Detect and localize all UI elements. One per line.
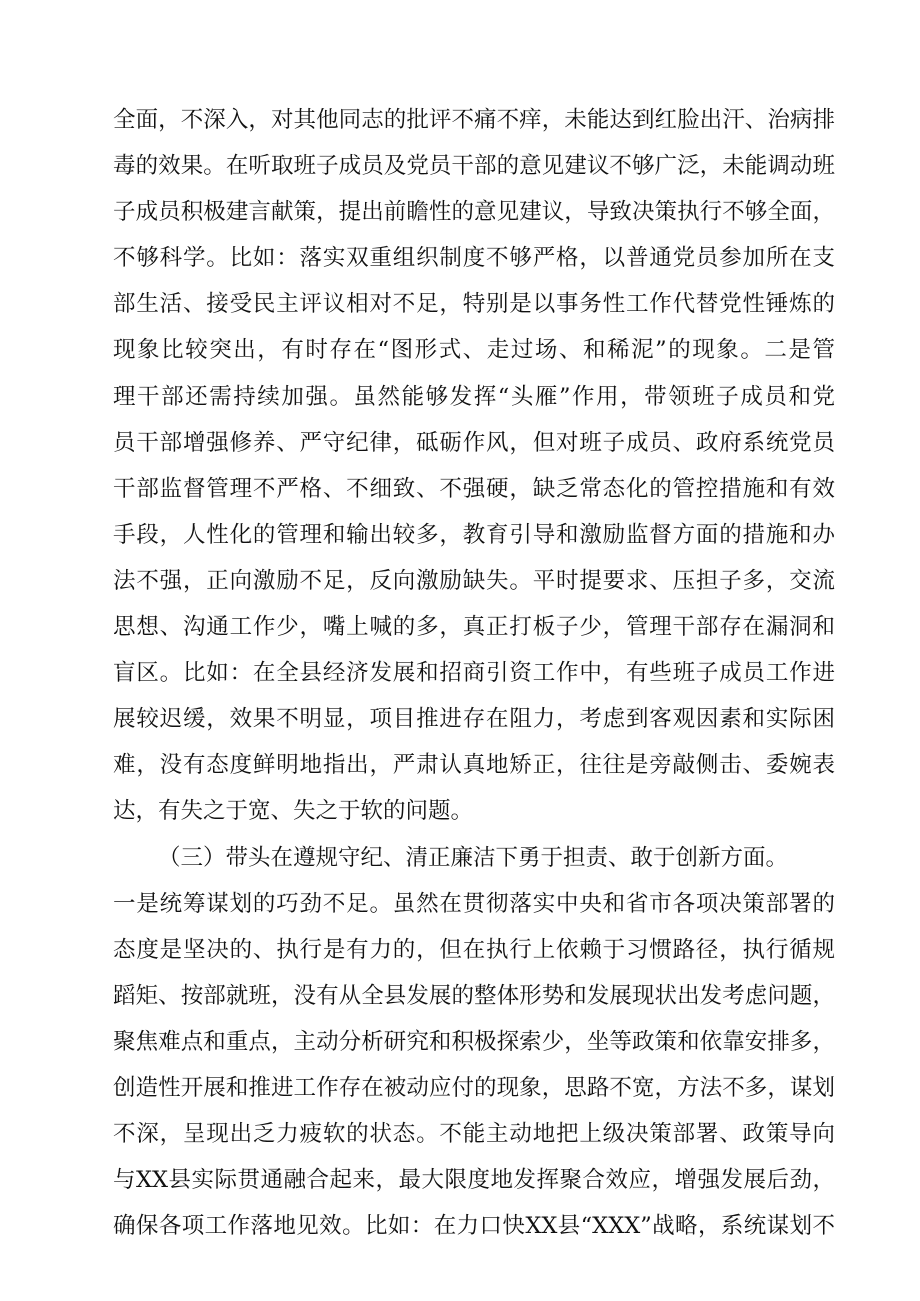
text-line: 法不强，正向激励不足，反向激励缺失。平时提要求、压担子多，交流 (113, 567, 835, 594)
text-line: 展较迟缓，效果不明显，项目推进存在阻力，考虑到客观因素和实际困 (113, 706, 835, 733)
text-line: 达，有失之于宽、失之于软的问题。 (113, 798, 474, 825)
text-line: 思想、沟通工作少，嘴上喊的多，真正打板子少，管理干部存在漏洞和 (113, 614, 835, 641)
text-line: 难，没有态度鲜明地指出，严肃认真地矫正，往往是旁敲侧击、委婉表 (113, 752, 835, 779)
document-body (113, 97, 835, 1249)
text-line: 毒的效果。在听取班子成员及党员干部的意见建议不够广泛，未能调动班 (113, 153, 835, 180)
text-line: 一是统筹谋划的巧劲不足。虽然在贯彻落实中央和省市各项决策部署的 (113, 890, 835, 917)
text-line: 聚焦难点和重点，主动分析研究和积极探索少，坐等政策和依靠安排多， (113, 1028, 835, 1055)
text-line: 盲区。比如：在全县经济发展和招商引资工作中，有些班子成员工作进 (113, 660, 835, 687)
text-line: 不够科学。比如：落实双重组织制度不够严格，以普通党员参加所在支 (113, 245, 835, 272)
text-line: 蹈矩、按部就班，没有从全县发展的整体形势和发展现状出发考虑问题， (113, 982, 835, 1009)
text-line: 确保各项工作落地见效。比如：在力口快XX县“XXX”战略，系统谋划不 (113, 1213, 835, 1240)
text-line: 理干部还需持续加强。虽然能够发挥“头雁”作用，带领班子成员和党 (113, 383, 835, 410)
text-line: 态度是坚决的、执行是有力的，但在执行上依赖于习惯路径，执行循规 (113, 936, 835, 963)
text-line: 员干部增强修养、严守纪律，砥砺作风，但对班子成员、政府系统党员 (113, 429, 835, 456)
text-line: 子成员积极建言献策，提出前瞻性的意见建议，导致决策执行不够全面， (113, 199, 835, 226)
text-line: 现象比较突出，有时存在“图形式、走过场、和稀泥”的现象。二是管 (113, 337, 835, 364)
text-line: 创造性开展和推进工作存在被动应付的现象，思路不宽，方法不多，谋划 (113, 1074, 835, 1101)
text-line: 与XX县实际贯通融合起来，最大限度地发挥聚合效应，增强发展后劲， (113, 1167, 835, 1194)
text-line: 不深，呈现出乏力疲软的状态。不能主动地把上级决策部署、政策导向 (113, 1121, 835, 1148)
section-heading-line: （三）带头在遵规守纪、清正廉洁下勇于担责、敢于创新方面。 (158, 844, 789, 871)
text-line: 手段，人性化的管理和输出较多，教育引导和激励监督方面的措施和办 (113, 521, 835, 548)
text-line: 干部监督管理不严格、不细致、不强硬，缺乏常态化的管控措施和有效 (113, 475, 835, 502)
text-line: 部生活、接受民主评议相对不足，特别是以事务性工作代替党性锤炼的 (113, 291, 835, 318)
text-line: 全面，不深入，对其他同志的批评不痛不痒，未能达到红脸出汗、治病排 (113, 107, 835, 133)
